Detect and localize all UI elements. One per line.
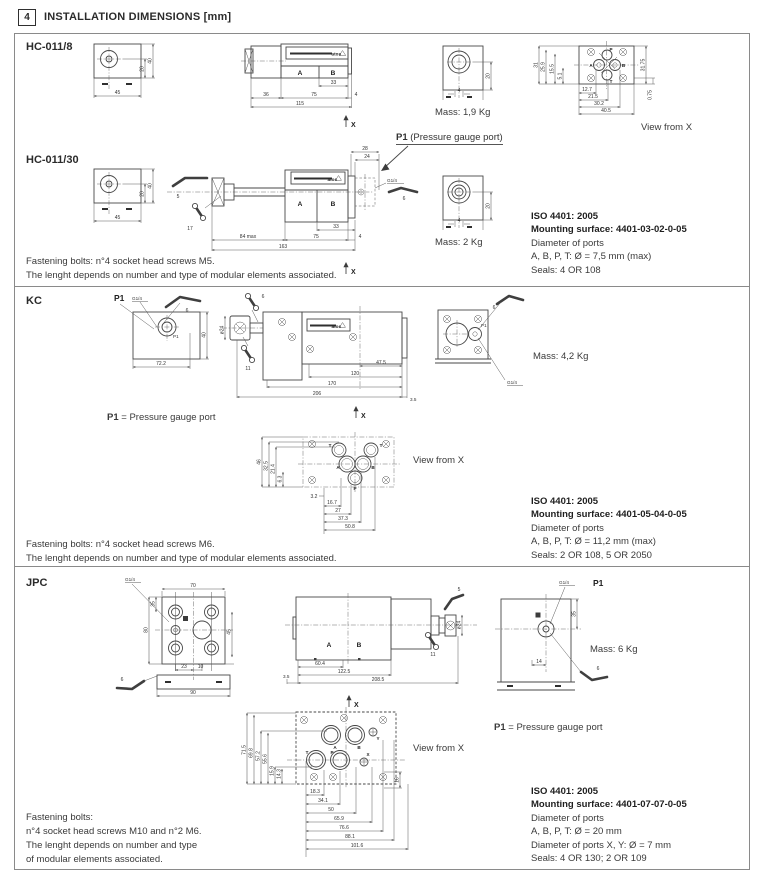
dim-label: 75: [311, 92, 317, 98]
dim-label: 20: [485, 203, 492, 209]
jpc-end-view-drawing: [495, 572, 630, 697]
dim-label: 55.6: [262, 754, 269, 764]
end-view-geometry: [443, 46, 493, 100]
page-title: INSTALLATION DIMENSIONS [mm]: [44, 11, 232, 23]
mass-value: Mass: 1,9 Kg: [435, 107, 491, 118]
fastening-line: Fastening bolts:: [26, 812, 94, 823]
fastening-note: [26, 538, 337, 566]
dim-label: 21.5: [588, 94, 598, 100]
p1-gauge-note: [494, 722, 603, 733]
dim-label: ø24: [219, 325, 226, 335]
ports-diameter-title: Diameter of ports: [531, 522, 604, 534]
mass-value: Mass: 2 Kg: [435, 237, 483, 248]
hex-key-size: 6: [261, 294, 265, 300]
x-view-marker: X: [351, 122, 356, 129]
dim-label: 35: [571, 611, 578, 617]
wrench-size: 17: [187, 226, 193, 232]
iso-spec-block: [531, 495, 687, 562]
fastening-line: The lenght depends on number and type: [26, 840, 198, 851]
dim-label: 70: [190, 583, 196, 589]
hex-key-size: 5: [457, 587, 461, 593]
ports-diameter-title: Diameter of ports: [531, 237, 604, 249]
dim-label: 45: [114, 215, 121, 221]
end-view-geometry: [443, 176, 493, 230]
port-label: B: [330, 201, 336, 208]
ports-xy-diameter-value: Diameter of ports X, Y: Ø = 7 mm: [531, 839, 671, 851]
iso-spec-block: [531, 210, 687, 277]
hex-key-size: 6: [120, 677, 124, 683]
hc0118-mounting-surface-drawing: [531, 40, 731, 120]
dim-label: 33: [333, 224, 339, 230]
port-label: P: [330, 750, 334, 755]
p1-label: P1: [107, 412, 119, 423]
view-from-x-label: View from X: [413, 743, 465, 754]
dim-label: 3.2: [310, 494, 318, 500]
mounting-surface: Mounting surface: 4401-03-02-0-05: [531, 224, 687, 236]
seals-value: Seals: 4 OR 108: [531, 264, 601, 276]
dim-label: 115: [296, 101, 304, 107]
dim-label: 57.2: [255, 751, 262, 761]
fastening-line: Fastening bolts: n°4 socket head screws M5.: [26, 256, 215, 267]
jpc-mounting-surface-drawing: [237, 705, 437, 873]
iso-standard: ISO 4401: 2005: [531, 211, 599, 222]
hc01130-end-view-drawing: [439, 172, 509, 236]
model-label-hc0118: HC-011/8: [26, 41, 73, 53]
dim-label: 163: [278, 244, 288, 250]
seals-value: Seals: 2 OR 108, 5 OR 2050: [531, 549, 652, 561]
model-label-hc01130: HC-011/30: [26, 154, 79, 166]
section-hc011: [15, 34, 749, 286]
port-label: T: [328, 443, 332, 448]
dim-label: 170: [327, 381, 337, 387]
atos-logo: atos: [331, 324, 341, 329]
port-label: T: [379, 443, 383, 448]
dim-label: 34.1: [318, 798, 328, 804]
dim-label: 80: [143, 627, 150, 633]
thread-label: G1/4: [132, 296, 142, 301]
dim-label: 69.8: [248, 748, 255, 758]
section-number-box: 4: [18, 9, 36, 26]
kc-end-view-drawing: [425, 292, 550, 397]
dim-label: 23: [181, 664, 187, 670]
port-label: Y: [376, 736, 380, 741]
dim-label: 32.5: [263, 461, 270, 471]
thread-label: G1/4: [125, 577, 135, 582]
content-frame: [14, 33, 750, 870]
section-kc: [15, 286, 749, 567]
iso-spec-block: [531, 785, 687, 865]
end-view-geometry: [435, 296, 523, 386]
thread-label: G1/4: [387, 178, 397, 183]
dim-label: 65.9: [334, 816, 344, 822]
dim-label: 76.6: [339, 825, 349, 831]
hex-key-size: 6: [402, 196, 406, 202]
dim-label: 0.75: [647, 90, 654, 100]
hex-key-size: 5: [176, 194, 180, 200]
dim-label: 46: [256, 459, 263, 465]
dim-label: 208.5: [371, 677, 385, 683]
port-label: A: [589, 63, 593, 68]
dim-label: 20: [139, 191, 146, 197]
port-label: P1: [173, 334, 179, 339]
dim-label: 24: [364, 154, 370, 160]
side-view-geometry: [219, 293, 407, 418]
fastening-line: of modular elements associated.: [26, 854, 163, 865]
view-from-x-label: View from X: [413, 455, 465, 466]
dim-label: 4: [354, 92, 358, 98]
dim-label: 40: [201, 332, 208, 338]
hex-key-size: 6: [185, 308, 189, 314]
dim-label: 120: [350, 371, 360, 377]
dim-label: 30.2: [594, 101, 604, 107]
p1-label: P1: [396, 132, 408, 143]
p1-label: P1: [494, 722, 506, 733]
x-view-marker: X: [351, 269, 356, 276]
dim-label: 122.5: [337, 669, 351, 675]
mass-value: Mass: 6 Kg: [590, 644, 638, 655]
dim-label: 45: [114, 90, 121, 96]
p1-note-text: = Pressure gauge port: [505, 722, 603, 733]
dim-label: ø24: [456, 620, 463, 630]
port-label: P1: [481, 323, 487, 328]
ports-diameter-title: Diameter of ports: [531, 812, 604, 824]
hex-key-size: 6: [492, 305, 496, 311]
port-label: B: [356, 642, 362, 649]
side-view-geometry: [285, 593, 477, 707]
dim-label: 16: [394, 777, 401, 783]
dim-label: 88.1: [345, 834, 355, 840]
ports-diameter-value: A, B, P, T: Ø = 7,5 mm (max): [531, 251, 652, 263]
fastening-note: [26, 255, 337, 283]
dim-label: 18.3: [310, 789, 320, 795]
model-label-kc: KC: [26, 295, 42, 307]
dim-label: 72.2: [156, 361, 166, 367]
hc0118-end-view-drawing: [439, 42, 509, 106]
dim-label: 27: [335, 508, 341, 514]
hc01130-front-view-drawing: [81, 162, 166, 232]
dim-label: 40.5: [601, 108, 611, 114]
jpc-front-view-drawing: [105, 572, 295, 702]
dim-label: 16.7: [327, 500, 337, 506]
dim-label: 35: [150, 601, 157, 607]
p1-port-label: P1: [114, 293, 125, 303]
dim-label: 14.3: [276, 769, 283, 779]
wrench-size: 11: [430, 652, 436, 658]
port-label: B: [371, 465, 375, 470]
port-label: P: [609, 47, 613, 52]
dim-label: 101.6: [350, 843, 364, 849]
x-view-marker: X: [354, 702, 359, 709]
p1-port-label: P1: [593, 578, 604, 588]
hc0118-side-view-drawing: [240, 39, 445, 134]
port-label: A: [297, 201, 303, 208]
fastening-line: The lenght depends on number and type of modular elements associated.: [26, 270, 337, 281]
dim-label: 20: [485, 73, 492, 79]
fastening-line: Fastening bolts: n°4 socket head screws M6.: [26, 539, 215, 550]
fastening-line: n°4 socket head screws M10 and n°2 M6.: [26, 826, 202, 837]
dim-label: 60.4: [315, 661, 325, 667]
dim-label: 6.3: [277, 475, 284, 483]
dim-label: 3.5: [283, 674, 290, 679]
dim-label: 5.1: [557, 72, 564, 80]
port-label: T: [609, 79, 613, 84]
front-view-geometry: [94, 169, 155, 223]
port-label: B: [330, 70, 336, 77]
model-label-jpc: JPC: [26, 577, 48, 589]
dim-label: 10: [197, 664, 204, 670]
thread-label: G1/4: [507, 380, 517, 385]
section-jpc: [15, 566, 749, 872]
top-view-geometry: [120, 297, 209, 369]
p1-note-text: = Pressure gauge port: [118, 412, 216, 423]
seals-value: Seals: 4 OR 130; 2 OR 109: [531, 853, 647, 865]
dim-label: 31.75: [640, 58, 647, 72]
port-label: A: [333, 745, 337, 750]
p1-note-text: (Pressure gauge port): [407, 132, 503, 143]
mounting-surface: Mounting surface: 4401-05-04-0-05: [531, 509, 687, 521]
mounting-surface-geometry: [247, 707, 408, 857]
dim-label: 47.5: [376, 360, 386, 366]
hex-key-size: 6: [596, 666, 600, 672]
dim-label: 25.9: [540, 62, 547, 72]
dim-label: 45: [226, 629, 233, 635]
front-view-geometry: [94, 44, 155, 98]
dim-label: 71.5: [241, 745, 248, 755]
x-view-marker: X: [361, 413, 366, 420]
dim-label: 37.3: [338, 516, 348, 522]
port-label: A: [326, 642, 332, 649]
dim-label: 50: [328, 807, 334, 813]
dim-label: 4: [358, 234, 362, 240]
dim-label: 4: [457, 218, 461, 224]
port-label: T: [305, 750, 309, 755]
fastening-line: The lenght depends on number and type of modular elements associated.: [26, 553, 337, 564]
fastening-note: [26, 811, 202, 867]
dim-label: 14: [536, 659, 542, 665]
dim-label: 75: [313, 234, 319, 240]
atos-logo: atos: [327, 177, 337, 182]
end-view-geometry: [495, 586, 607, 691]
ports-diameter-value: A, B, P, T: Ø = 20 mm: [531, 826, 622, 838]
dim-label: 206: [312, 391, 322, 397]
port-label: B: [357, 745, 361, 750]
dim-label: 4: [457, 88, 461, 94]
dim-label: 36: [263, 92, 269, 98]
dim-label: 3.5: [410, 397, 417, 402]
iso-standard: ISO 4401: 2005: [531, 786, 599, 797]
iso-standard: ISO 4401: 2005: [531, 496, 599, 507]
dim-label: 50.8: [345, 524, 355, 530]
dim-label: 90: [190, 690, 196, 696]
dim-label: 33: [330, 80, 337, 86]
atos-logo: atos: [331, 51, 341, 57]
dim-label: 21.4: [270, 464, 277, 474]
thread-label: G1/4: [559, 580, 569, 585]
dim-label: 31: [533, 62, 540, 68]
jpc-side-view-drawing: [281, 579, 485, 709]
kc-side-view-drawing: [220, 290, 432, 442]
port-label: P: [353, 486, 357, 491]
mass-value: Mass: 4,2 Kg: [533, 351, 589, 362]
hc0118-front-view-drawing: [81, 37, 166, 107]
dim-label: 20: [139, 66, 146, 72]
port-label: X: [366, 752, 370, 757]
dim-label: 40: [147, 183, 154, 189]
p1-gauge-note: [107, 412, 216, 423]
port-label: A: [336, 465, 340, 470]
dim-label: 28: [362, 146, 368, 152]
dim-label: 15.9: [269, 766, 276, 776]
mounting-surface: Mounting surface: 4401-07-07-0-05: [531, 799, 687, 811]
ports-diameter-value: A, B, P, T: Ø = 11,2 mm (max): [531, 536, 656, 548]
dim-label: 84 max: [239, 234, 257, 240]
front-view-geometry: [117, 583, 234, 698]
port-label: A: [297, 70, 303, 77]
dim-label: 12.7: [582, 87, 592, 93]
view-from-x-label: View from X: [641, 122, 693, 133]
dim-label: 15.5: [549, 64, 556, 74]
dim-label: 40: [147, 58, 154, 64]
port-label: B: [621, 63, 626, 68]
wrench-size: 11: [245, 366, 251, 372]
